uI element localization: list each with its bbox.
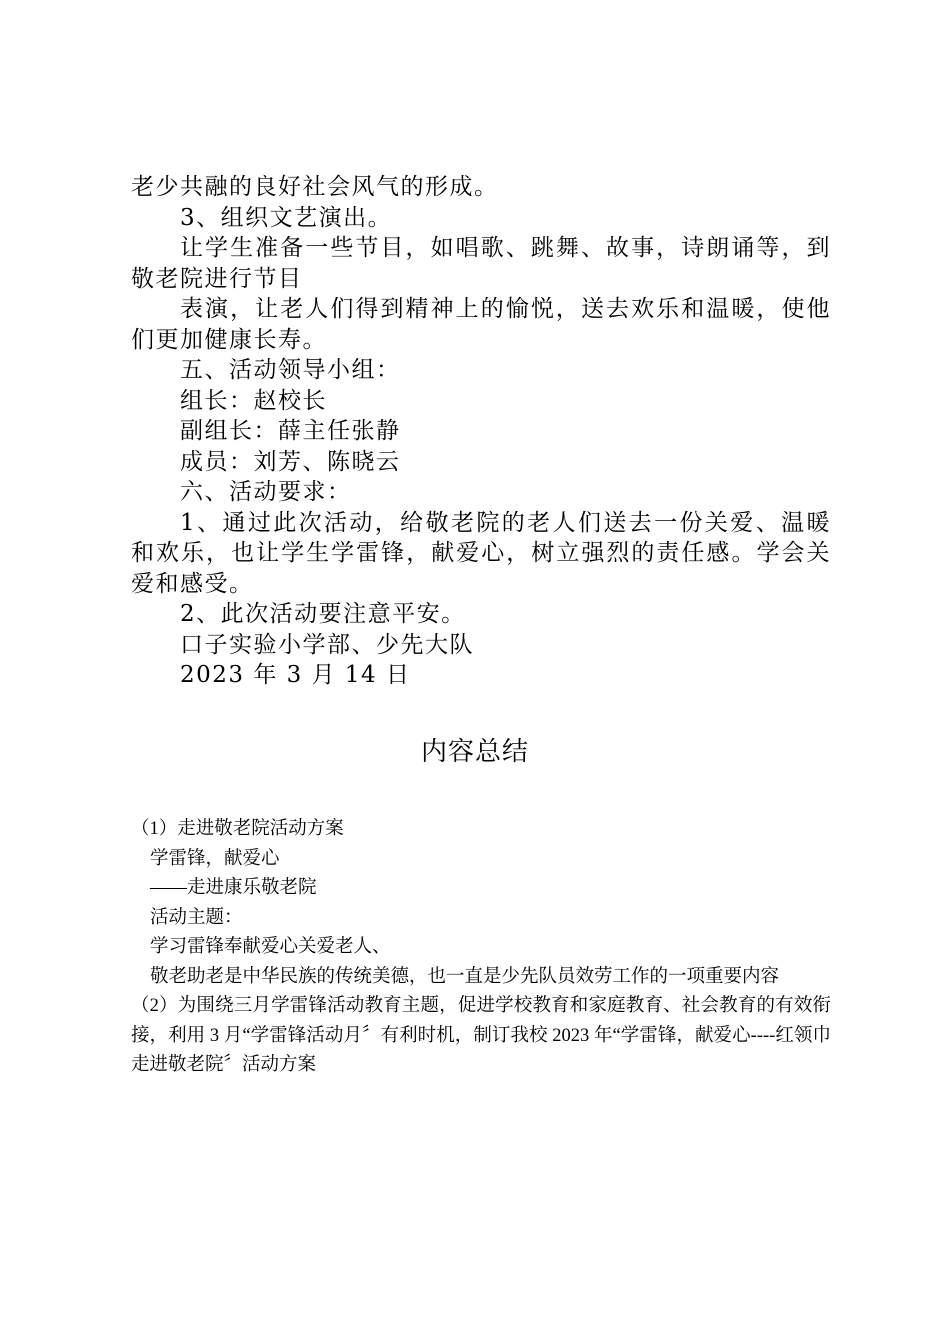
signature-organization: 口子实验小学部、少先大队 (180, 631, 474, 658)
summary-line: ——走进康乐敬老院 (150, 878, 317, 898)
paragraph: 老少共融的良好社会风气的形成。 (131, 174, 499, 200)
paragraph: 1、通过此次活动，给敬老院的老人们送去一份关爱、温暖和欢乐，也让学生学雷锋，献爱心，树立强烈的责任感。学会关爱和感受。 (131, 509, 831, 597)
summary-line: （1）走进敬老院活动方案 (131, 819, 344, 839)
summary-line: 活动主题： (150, 907, 243, 928)
summary-heading: 内容总结 (420, 737, 529, 767)
signature-date: 2023 年 3 月 14 日 (180, 662, 411, 688)
summary-body-text (131, 815, 831, 1081)
paragraph: 成员：刘芳、陈晓云 (180, 448, 401, 475)
summary-line: 学习雷锋奉献爱心关爱老人、 (150, 937, 391, 957)
paragraph: 副组长：薛主任张静 (180, 418, 401, 444)
summary-line: 学雷锋，献爱心 (150, 848, 280, 869)
paragraph: 五、活动领导小组： (180, 357, 401, 383)
paragraph: 让学生准备一些节目，如唱歌、跳舞、故事，诗朗诵等，到敬老院进行节目 (131, 235, 831, 292)
paragraph: 2、此次活动要注意平安。 (180, 601, 466, 627)
paragraph: 3、组织文艺演出。 (180, 204, 393, 231)
paragraph: 六、活动要求： (180, 479, 352, 505)
plan-body-text (131, 172, 831, 691)
summary-line: （2）为围绕三月学雷锋活动教育主题，促进学校教育和家庭教育、社会教育的有效衔接，利用 3 月“学雷锋活动月〞有利时机，制订我校 2023 年“学雷锋，献爱心----红领巾走进敬老院〞活动方案 (131, 996, 831, 1075)
summary-line: 敬老助老是中华民族的传统美德，也一直是少先队员效劳工作的一项重要内容 (150, 966, 780, 987)
paragraph: 表演，让老人们得到精神上的愉悦，送去欢乐和温暖，使他们更加健康长寿。 (131, 296, 831, 353)
paragraph: 组长：赵校长 (180, 387, 327, 414)
